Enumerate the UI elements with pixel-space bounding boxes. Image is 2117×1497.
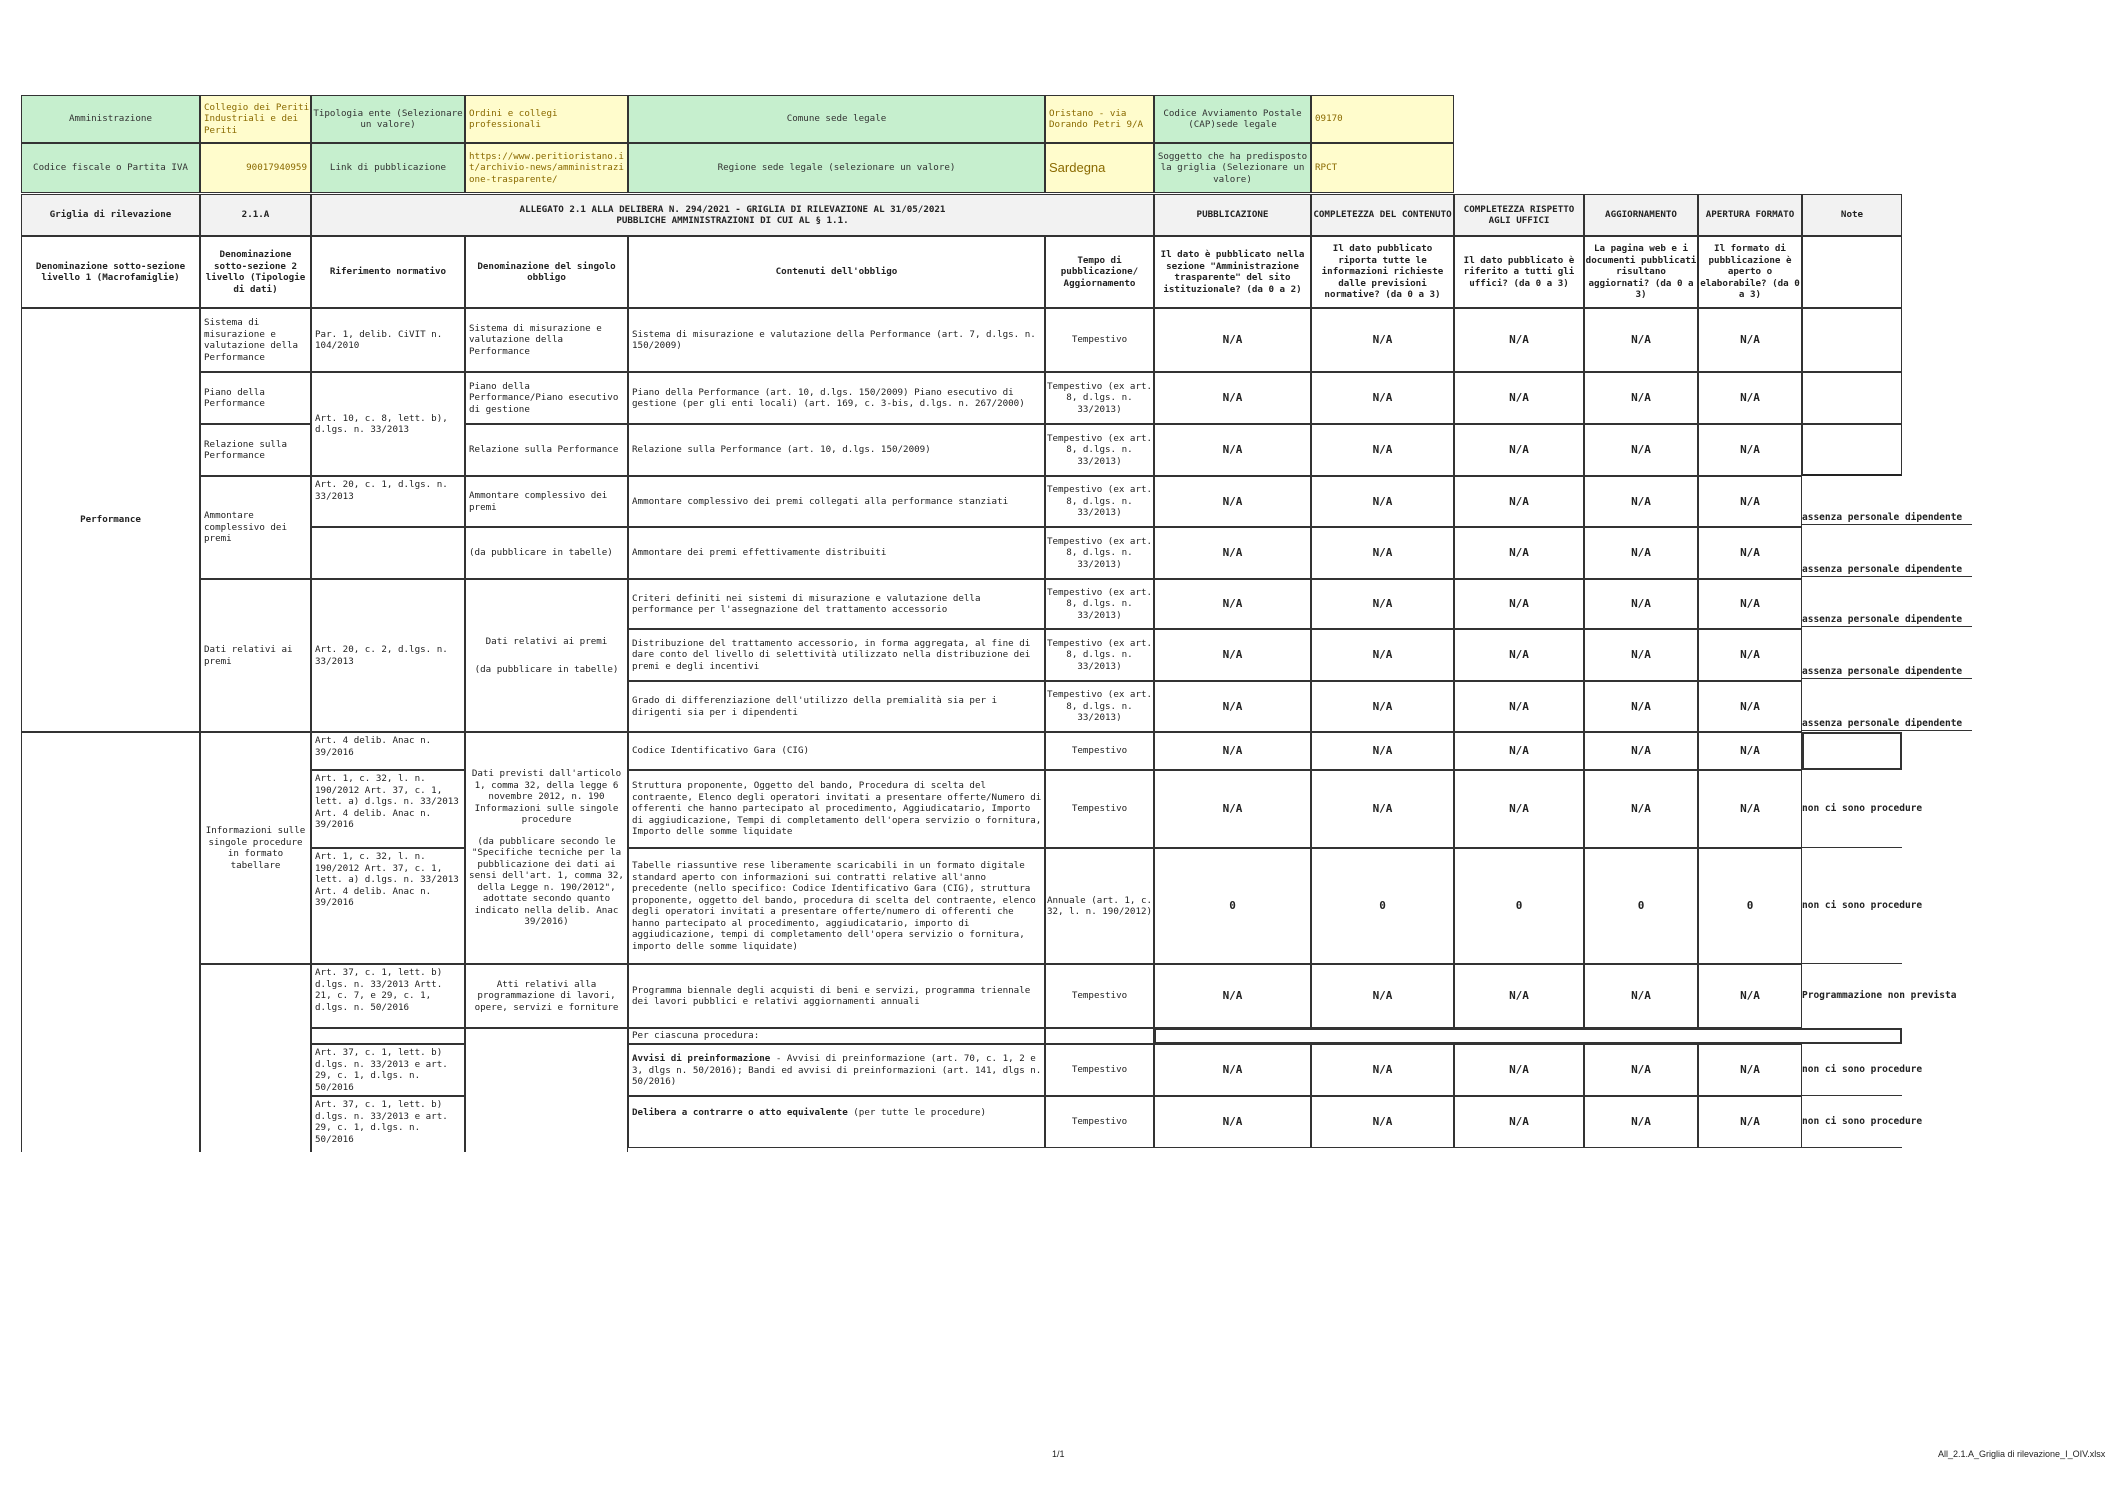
note-cell[interactable] [1802,424,1902,476]
ref-2: Art. 10, c. 8, lett. b), d.lgs. n. 33/2013 [311,372,465,476]
regione-label: Regione sede legale (selezionare un valore) [628,143,1045,193]
obbligo-8: Atti relativi alla programmazione di lavori, opere, servizi e forniture [465,964,628,1028]
file-name: All_2.1.A_Griglia di rilevazione_I_OIV.xlsx [1938,1449,2106,1459]
ref-10: Art. 37, c. 1, lett. b) d.lgs. n. 33/2013 e art. 29, c. 1, d.lgs. n. 50/2016 [311,1096,465,1152]
tempo-9: Tempestivo [1045,732,1154,770]
value-cell[interactable]: N/A [1584,308,1698,372]
value-cell[interactable]: N/A [1154,424,1311,476]
value-cell[interactable]: N/A [1584,1044,1698,1096]
ref-5: Art. 4 delib. Anac n. 39/2016 [311,732,465,770]
section-bandi [21,732,200,1152]
value-cell[interactable]: N/A [1454,732,1584,770]
value-cell[interactable]: N/A [1154,579,1311,629]
value-cell[interactable]: N/A [1698,681,1802,732]
pubblicazione-header: PUBBLICAZIONE [1154,194,1311,236]
value-cell[interactable]: N/A [1154,732,1311,770]
obbligo-6 [465,579,628,732]
value-cell[interactable]: N/A [1454,308,1584,372]
sub-atti [200,964,311,1152]
col-header-tempo: Tempo di pubblicazione/ Aggiornamento [1045,236,1154,308]
tempo-7: Tempestivo (ex art. 8, d.lgs. n. 33/2013) [1045,629,1154,681]
obbligo-7-note: (da pubblicare secondo le "Specifiche tecniche per la pubblicazione dei dati ai sensi dell'art. 1, comma 32, della Legge n. 190/2012", adottate secondo quanto indicato nella delib. Anac 39/2016) [469,835,624,928]
contenuto-13: Per ciascuna procedura: [628,1028,1045,1044]
obbligo-6-note: (da pubblicare in tabelle) [474,663,619,675]
value-cell[interactable]: N/A [1454,372,1584,424]
value-cell[interactable]: N/A [1311,579,1454,629]
ref-8b [311,1028,465,1044]
ref-3b [311,527,465,579]
value-cell[interactable]: N/A [1454,1096,1584,1148]
amministrazione-label: Amministrazione [21,95,200,143]
note-non-procedure-1[interactable]: non ci sono procedure [1802,770,1902,848]
sub-relazione: Relazione sulla Performance [200,424,311,476]
soggetto-label: Soggetto che ha predisposto la griglia (Selezionare un valore) [1154,143,1311,193]
col-header-uffici: Il dato pubblicato è riferito a tutti gli uffici? (da 0 a 3) [1454,236,1584,308]
tempo-8: Tempestivo (ex art. 8, d.lgs. n. 33/2013) [1045,681,1154,732]
contenuto-14-bold: Avvisi di preinformazione [632,1053,771,1064]
value-cell[interactable]: 0 [1154,848,1311,964]
value-cell[interactable]: N/A [1454,424,1584,476]
cap-value[interactable]: 09170 [1311,95,1454,143]
col-header-obbligo: Denominazione del singolo obbligo [465,236,628,308]
value-cell[interactable]: N/A [1584,579,1698,629]
note-assenza-4[interactable]: assenza personale dipendente [1802,666,1972,679]
contenuto-3: Relazione sulla Performance (art. 10, d.lgs. 150/2009) [628,424,1045,476]
value-cell[interactable]: N/A [1454,527,1584,579]
value-cell[interactable]: N/A [1584,372,1698,424]
tempo-6: Tempestivo (ex art. 8, d.lgs. n. 33/2013) [1045,579,1154,629]
value-cell[interactable]: N/A [1311,964,1454,1028]
col-header-pubblicazione: Il dato è pubblicato nella sezione "Amministrazione trasparente" del sito istituzionale? (da 0 a 2) [1154,236,1311,308]
obbligo-7 [465,732,628,964]
value-cell[interactable]: N/A [1311,629,1454,681]
col-header-completezza: Il dato pubblicato riporta tutte le informazioni richieste dalle previsioni normative? (da 0 a 3) [1311,236,1454,308]
value-cell[interactable]: N/A [1311,527,1454,579]
value-cell[interactable]: N/A [1454,770,1584,848]
value-cell[interactable]: N/A [1584,424,1698,476]
value-cell[interactable]: N/A [1584,476,1698,527]
contenuto-5: Ammontare dei premi effettivamente distribuiti [628,527,1045,579]
sub-ammontare: Ammontare complessivo dei premi [200,476,311,579]
value-cell[interactable]: N/A [1154,527,1311,579]
value-cell[interactable]: N/A [1698,424,1802,476]
value-cell[interactable]: N/A [1154,770,1311,848]
procedura-spacer-row [1154,1028,1902,1044]
value-cell[interactable]: N/A [1698,964,1802,1028]
note-programmazione[interactable]: Programmazione non prevista [1802,990,1957,1002]
cap-label: Codice Avviamento Postale (CAP)sede legale [1154,95,1311,143]
codice-fiscale-value[interactable]: 90017940959 [200,143,311,193]
value-cell[interactable]: N/A [1311,1044,1454,1096]
value-cell[interactable]: N/A [1698,308,1802,372]
obbligo-5: (da pubblicare in tabelle) [465,527,628,579]
col-header-livello1: Denominazione sotto-sezione livello 1 (Macrofamiglie) [21,236,200,308]
contenuto-11: Tabelle riassuntive rese liberamente scaricabili in un formato digitale standard aperto con informazioni sui contratti relative all'anno precedente (nello specifico: Codice Identificativo Gara (CIG), struttura proponente, oggetto del bando, procedura di scelta del contraente, elenco degli operatori invitati a presentare offerte/numero di offerenti che hanno partecipato al procedimento, aggiudicatario, importo di aggiudicazione, tempi di completamento dell'opera servizio o fornitura, importo delle somme liquidate) [628,848,1045,964]
aggiornamento-header: AGGIORNAMENTO [1584,194,1698,236]
value-cell[interactable]: N/A [1584,964,1698,1028]
allegato-line2: PUBBLICHE AMMINISTRAZIONI DI CUI AL § 1.1. [616,215,849,226]
contenuto-7: Distribuzione del trattamento accessorio, in forma aggregata, al fine di dare conto del livello di selettività utilizzato nella distribuzione dei premi e degli incentivi [628,629,1045,681]
value-cell[interactable]: N/A [1154,681,1311,732]
tempo-5: Tempestivo (ex art. 8, d.lgs. n. 33/2013) [1045,527,1154,579]
ref-4: Art. 20, c. 2, d.lgs. n. 33/2013 [311,579,465,732]
col-header-formato: Il formato di pubblicazione è aperto o elaborabile? (da 0 a 3) [1698,236,1802,308]
tempo-12: Tempestivo [1045,964,1154,1028]
value-cell[interactable]: N/A [1698,579,1802,629]
value-cell[interactable]: N/A [1311,1096,1454,1148]
contenuto-15 [628,1096,1045,1148]
value-cell[interactable]: N/A [1154,1096,1311,1148]
value-cell[interactable]: N/A [1698,527,1802,579]
value-cell[interactable]: 0 [1311,848,1454,964]
allegato-line1: ALLEGATO 2.1 ALLA DELIBERA N. 294/2021 - GRIGLIA DI RILEVAZIONE AL 31/05/2021 [519,203,946,215]
value-cell[interactable]: N/A [1454,629,1584,681]
contenuto-15-rest: (per tutte le procedure) [847,1107,987,1118]
amministrazione-value[interactable]: Collegio dei Periti Industriali e dei Periti [200,95,311,143]
contenuto-12: Programma biennale degli acquisti di beni e servizi, programma triennale dei lavori pubblici e relativi aggiornamenti annuali [628,964,1045,1028]
tempo-11: Annuale (art. 1, c. 32, l. n. 190/2012) [1045,848,1154,964]
tipologia-value[interactable]: Ordini e collegi professionali [465,95,628,143]
note-assenza-5[interactable]: assenza personale dipendente [1802,718,1972,731]
note-cell[interactable] [1802,732,1902,770]
contenuto-14 [628,1044,1045,1096]
contenuto-2: Piano della Performance (art. 10, d.lgs. 150/2009) Piano esecutivo di gestione (per gli enti locali) (art. 169, c. 3-bis, d.lgs. n. 267/2000) [628,372,1045,424]
value-cell[interactable]: N/A [1311,732,1454,770]
value-cell[interactable]: N/A [1311,372,1454,424]
tempo-13 [1045,1028,1154,1044]
sub-informazioni: Informazioni sulle singole procedure in formato tabellare [200,732,311,964]
value-cell[interactable]: N/A [1154,372,1311,424]
value-cell[interactable]: N/A [1698,1044,1802,1096]
note-assenza-3[interactable]: assenza personale dipendente [1802,614,1972,627]
tempo-4: Tempestivo (ex art. 8, d.lgs. n. 33/2013) [1045,476,1154,527]
link-value[interactable]: https://www.peritioristano.it/archivio-news/amministrazione-trasparente/ [465,143,628,193]
value-cell[interactable]: N/A [1154,629,1311,681]
value-cell[interactable]: N/A [1698,770,1802,848]
completezza-uffici-header: COMPLETEZZA RISPETTO AGLI UFFICI [1454,194,1584,236]
section-performance: Performance [21,308,200,732]
value-cell[interactable]: N/A [1311,476,1454,527]
value-cell[interactable]: N/A [1584,732,1698,770]
tempo-10: Tempestivo [1045,770,1154,848]
ref-3: Art. 20, c. 1, d.lgs. n. 33/2013 [311,476,465,527]
tempo-2: Tempestivo (ex art. 8, d.lgs. n. 33/2013) [1045,372,1154,424]
value-cell[interactable]: N/A [1584,527,1698,579]
note-non-procedure-3[interactable]: non ci sono procedure [1802,1044,1902,1096]
note-non-procedure-4[interactable]: non ci sono procedure [1802,1096,1902,1148]
tempo-14: Tempestivo [1045,1044,1154,1096]
griglia-value: 2.1.A [200,194,311,236]
value-cell[interactable]: N/A [1584,629,1698,681]
soggetto-value[interactable]: RPCT [1311,143,1454,193]
sub-sistema: Sistema di misurazione e valutazione della Performance [200,308,311,372]
ref-9: Art. 37, c. 1, lett. b) d.lgs. n. 33/2013 e art. 29, c. 1, d.lgs. n. 50/2016 [311,1044,465,1096]
value-cell[interactable]: N/A [1454,476,1584,527]
value-cell[interactable]: N/A [1584,681,1698,732]
contenuto-10: Struttura proponente, Oggetto del bando, Procedura di scelta del contraente, Elenco degli operatori invitati a presentare offerte/Numero di offerenti che hanno partecipato al procedimento, Aggiudicatario, Importo di aggiudicazione, Tempi di completamento dell'opera servizio o fornitura, Importo delle somme liquidate [628,770,1045,848]
codice-fiscale-label: Codice fiscale o Partita IVA [21,143,200,193]
contenuto-8: Grado di differenziazione dell'utilizzo della premialità sia per i dirigenti sia per i dipendenti [628,681,1045,732]
value-cell[interactable]: N/A [1454,1044,1584,1096]
obbligo-2: Piano della Performance/Piano esecutivo di gestione [465,372,628,424]
value-cell[interactable]: N/A [1454,681,1584,732]
obbligo-8b [465,1028,628,1152]
contenuto-14-rest: - Avvisi di preinformazione (art. 70, c. 1, 2 e 3, dlgs n. 50/2016); Bandi ed avvisi di preinformazioni (art. 141, dlgs n. 50/2016) [632,1053,1042,1087]
value-cell[interactable]: N/A [1698,372,1802,424]
comune-label: Comune sede legale [628,95,1045,143]
value-cell[interactable]: N/A [1311,770,1454,848]
note-non-procedure-2[interactable]: non ci sono procedure [1802,848,1902,964]
obbligo-1: Sistema di misurazione e valutazione della Performance [465,308,628,372]
col-header-livello2: Denominazione sotto-sezione 2 livello (Tipologie di dati) [200,236,311,308]
contenuto-9: Codice Identificativo Gara (CIG) [628,732,1045,770]
ref-1: Par. 1, delib. CiVIT n. 104/2010 [311,308,465,372]
note-assenza-1[interactable]: assenza personale dipendente [1802,512,1972,525]
value-cell[interactable]: N/A [1311,681,1454,732]
col-header-note [1802,236,1902,308]
value-cell[interactable]: N/A [1454,964,1584,1028]
note-cell[interactable] [1802,308,1902,372]
contenuto-6: Criteri definiti nei sistemi di misurazione e valutazione della performance per l'assegnazione del trattamento accessorio [628,579,1045,629]
note-header: Note [1802,194,1902,236]
tempo-1: Tempestivo [1045,308,1154,372]
value-cell[interactable]: N/A [1584,770,1698,848]
value-cell[interactable]: N/A [1154,1044,1311,1096]
apertura-header: APERTURA FORMATO [1698,194,1802,236]
completezza-contenuto-header: COMPLETEZZA DEL CONTENUTO [1311,194,1454,236]
ref-6: Art. 1, c. 32, l. n. 190/2012 Art. 37, c. 1, lett. a) d.lgs. n. 33/2013 Art. 4 delib. Anac n. 39/2016 [311,770,465,848]
value-cell[interactable]: 0 [1454,848,1584,964]
obbligo-3: Relazione sulla Performance [465,424,628,476]
col-header-contenuti: Contenuti dell'obbligo [628,236,1045,308]
note-assenza-2[interactable]: assenza personale dipendente [1802,564,1972,577]
comune-value[interactable]: Oristano - via Dorando Petri 9/A [1045,95,1154,143]
obbligo-4: Ammontare complessivo dei premi [465,476,628,527]
sub-dati-premi: Dati relativi ai premi [200,579,311,732]
value-cell[interactable]: N/A [1698,1096,1802,1148]
value-cell[interactable]: N/A [1311,424,1454,476]
link-label: Link di pubblicazione [311,143,465,193]
allegato-title [311,194,1154,236]
value-cell[interactable]: N/A [1154,476,1311,527]
contenuto-1: Sistema di misurazione e valutazione della Performance (art. 7, d.lgs. n. 150/2009) [628,308,1045,372]
ref-8: Art. 37, c. 1, lett. b) d.lgs. n. 33/2013 Artt. 21, c. 7, e 29, c. 1, d.lgs. n. 50/2016 [311,964,465,1028]
value-cell[interactable]: N/A [1154,964,1311,1028]
value-cell[interactable]: N/A [1698,476,1802,527]
contenuto-4: Ammontare complessivo dei premi collegati alla performance stanziati [628,476,1045,527]
sub-piano: Piano della Performance [200,372,311,424]
value-cell[interactable]: N/A [1154,308,1311,372]
tempo-15: Tempestivo [1045,1096,1154,1148]
obbligo-6-title: Dati relativi ai premi [485,636,608,647]
value-cell[interactable]: 0 [1698,848,1802,964]
regione-value[interactable]: Sardegna [1045,143,1154,193]
tempo-3: Tempestivo (ex art. 8, d.lgs. n. 33/2013) [1045,424,1154,476]
col-header-aggiornamento: La pagina web e i documenti pubblicati risultano aggiornati? (da 0 a 3) [1584,236,1698,308]
griglia-label: Griglia di rilevazione [21,194,200,236]
note-cell[interactable] [1802,372,1902,424]
contenuto-15-bold: Delibera a contrarre o atto equivalente [632,1107,848,1118]
tipologia-label: Tipologia ente (Selezionare un valore) [311,95,465,143]
obbligo-7-title: Dati previsti dall'articolo 1, comma 32, della legge 6 novembre 2012, n. 190 Informazioni sulle singole procedure [471,768,622,826]
value-cell[interactable]: N/A [1584,1096,1698,1148]
value-cell[interactable]: N/A [1454,579,1584,629]
value-cell[interactable]: N/A [1698,629,1802,681]
page-number: 1/1 [1052,1449,1065,1459]
value-cell[interactable]: N/A [1698,732,1802,770]
col-header-riferimento: Riferimento normativo [311,236,465,308]
value-cell[interactable]: 0 [1584,848,1698,964]
ref-7: Art. 1, c. 32, l. n. 190/2012 Art. 37, c. 1, lett. a) d.lgs. n. 33/2013 Art. 4 delib. Anac n. 39/2016 [311,848,465,964]
value-cell[interactable]: N/A [1311,308,1454,372]
